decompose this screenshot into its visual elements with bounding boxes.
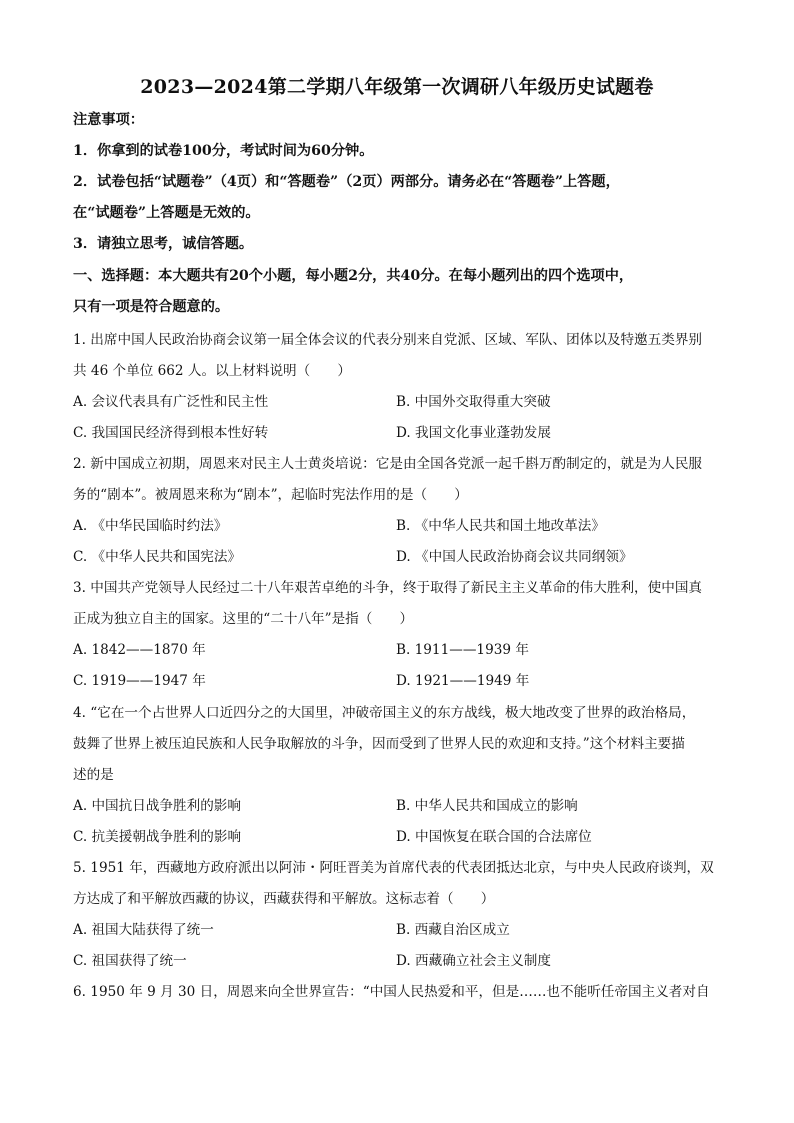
q3-option-d[interactable]: D. 1921——1949 年 bbox=[396, 673, 530, 689]
q1-option-d[interactable]: D. 我国文化事业蓬勃发展 bbox=[396, 425, 551, 441]
q2-option-b[interactable]: B. 《中华人民共和国土地改革法》 bbox=[396, 518, 605, 534]
question-4-text: 4. “它在一个占世界人口近四分之的大国里，冲破帝国主义的东方战线，极大地改变了世界的政治格局， bbox=[73, 705, 696, 721]
q3-option-b[interactable]: B. 1911——1939 年 bbox=[396, 642, 529, 658]
q4-option-a[interactable]: A. 中国抗日战争胜利的影响 bbox=[73, 798, 241, 814]
q3-option-a[interactable]: A. 1842——1870 年 bbox=[73, 642, 206, 658]
q5-option-c[interactable]: C. 祖国获得了统一 bbox=[73, 953, 187, 969]
q1-option-a[interactable]: A. 会议代表具有广泛性和民主性 bbox=[73, 394, 269, 410]
q4-option-c[interactable]: C. 抗美援朝战争胜利的影响 bbox=[73, 829, 242, 845]
note-item: 3．请独立思考，诚信答题。 bbox=[73, 236, 254, 252]
q1-option-b[interactable]: B. 中国外交取得重大突破 bbox=[396, 394, 551, 410]
question-5-text: 方达成了和平解放西藏的协议，西藏获得和平解放。这标志着（ ） bbox=[73, 891, 495, 907]
q5-option-b[interactable]: B. 西藏自治区成立 bbox=[396, 922, 510, 938]
question-2-text: 2. 新中国成立初期，周恩来对民主人士黄炎培说：它是由全国各党派一起千斟万酌制定的，就是为人民服 bbox=[73, 456, 703, 472]
q5-option-a[interactable]: A. 祖国大陆获得了统一 bbox=[73, 922, 214, 938]
section-instructions: 一、选择题：本大题共有20个小题，每小题2分，共40分。在每小题列出的四个选项中， bbox=[73, 268, 634, 284]
question-2-text: 务的“剧本”。被周恩来称为“剧本”，起临时宪法作用的是（ ） bbox=[73, 487, 468, 503]
q2-option-c[interactable]: C. 《中华人民共和国宪法》 bbox=[73, 549, 242, 565]
page-title: 2023—2024第二学期八年级第一次调研八年级历史试题卷 bbox=[140, 76, 654, 98]
question-1-text: 1. 出席中国人民政治协商会议第一届全体会议的代表分别来自党派、区域、军队、团体以及特邀五类界别 bbox=[73, 332, 703, 348]
q4-option-d[interactable]: D. 中国恢复在联合国的合法席位 bbox=[396, 829, 592, 845]
q3-option-c[interactable]: C. 1919——1947 年 bbox=[73, 673, 206, 689]
question-6-text: 6. 1950 年 9 月 30 日，周恩来向全世界宣告：“中国人民热爱和平，但是……也不能听任帝国主义者对自 bbox=[73, 984, 710, 1000]
question-4-text: 述的是 bbox=[73, 767, 114, 783]
q2-option-d[interactable]: D. 《中国人民政治协商会议共同纲领》 bbox=[396, 549, 633, 565]
question-3-text: 3. 中国共产党领导人民经过二十八年艰苦卓绝的斗争，终于取得了新民主主义革命的伟大胜利，使中国真 bbox=[73, 580, 703, 596]
section-instructions: 只有一项是符合题意的。 bbox=[73, 299, 230, 315]
question-1-text: 共 46 个单位 662 人。以上材料说明（ ） bbox=[73, 363, 352, 379]
note-item: 1．你拿到的试卷100分，考试时间为60分钟。 bbox=[73, 143, 374, 159]
q1-option-c[interactable]: C. 我国国民经济得到根本性好转 bbox=[73, 425, 269, 441]
note-item: 在“试题卷”上答题是无效的。 bbox=[73, 205, 260, 221]
q5-option-d[interactable]: D. 西藏确立社会主义制度 bbox=[396, 953, 551, 969]
q2-option-a[interactable]: A. 《中华民国临时约法》 bbox=[73, 518, 228, 534]
question-4-text: 鼓舞了世界上被压迫民族和人民争取解放的斗争，因而受到了世界人民的欢迎和支持。”这个材料主要描 bbox=[73, 736, 685, 752]
notes-heading: 注意事项： bbox=[73, 112, 144, 128]
question-3-text: 正成为独立自主的国家。这里的“二十八年”是指（ ） bbox=[73, 611, 414, 627]
q4-option-b[interactable]: B. 中华人民共和国成立的影响 bbox=[396, 798, 578, 814]
question-5-text: 5. 1951 年，西藏地方政府派出以阿沛・阿旺晋美为首席代表的代表团抵达北京，与中央人民政府谈判，双 bbox=[73, 860, 714, 876]
note-item: 2．试卷包括“试题卷”（4页）和“答题卷”（2页）两部分。请务必在“答题卷”上答题， bbox=[73, 174, 620, 190]
